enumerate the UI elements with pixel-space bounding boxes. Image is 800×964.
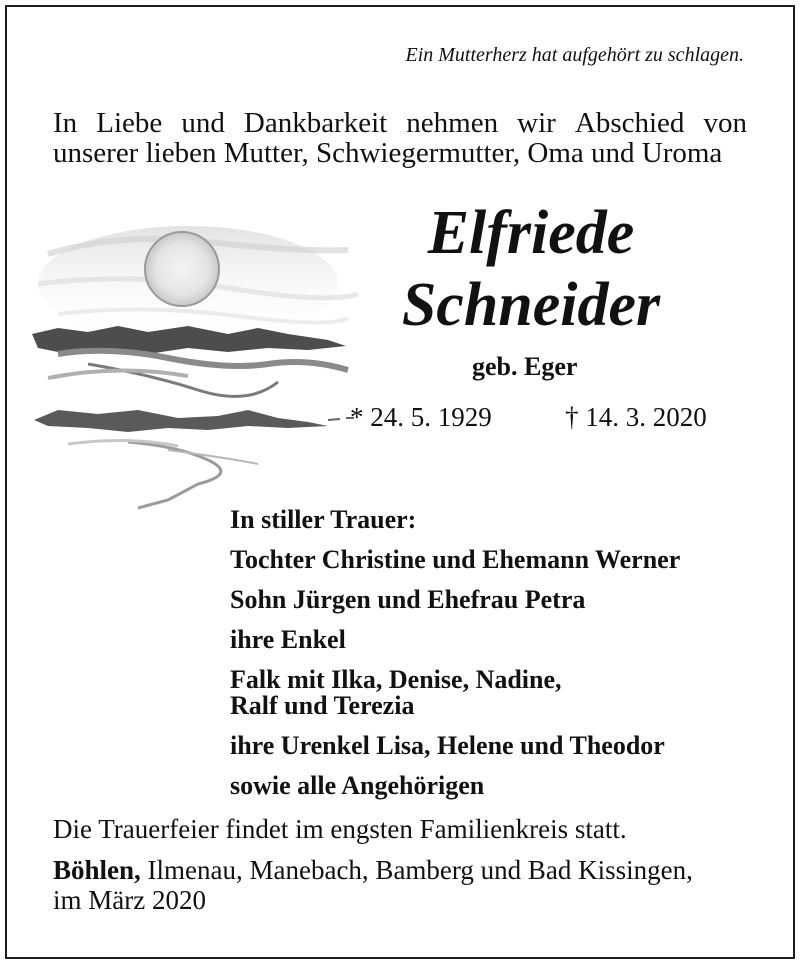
mourners-heading: In stiller Trauer: (230, 505, 417, 534)
intro-word: Liebe (96, 107, 163, 139)
intro-word: Dankbarkeit (243, 107, 388, 139)
death-date: † 14. 3. 2020 (565, 402, 707, 432)
mourner-line: ihre Urenkel Lisa, Helene und Theodor (230, 731, 665, 760)
funeral-note: Die Trauerfeier findet im engsten Familienkreis statt. (53, 814, 627, 844)
mourner-line: Falk mit Ilka, Denise, Nadine, (230, 665, 562, 694)
mourner-line-group (230, 667, 680, 719)
places-line-2: im März 2020 (53, 885, 206, 915)
intro-word: Abschied (574, 107, 685, 139)
intro-word: wir (517, 107, 556, 139)
intro-word: In (53, 107, 78, 139)
places-line-1 (53, 855, 693, 885)
mourner-line: Tochter Christine und Ehemann Werner (230, 545, 681, 574)
birth-name: geb. Eger (472, 352, 578, 381)
mourner-line: Sohn Jürgen und Ehefrau Petra (230, 585, 586, 614)
intro-line-2: unserer lieben Mutter, Schwiegermutter, Oma und Uroma (53, 137, 723, 169)
mourner-line: sowie alle Angehörigen (230, 771, 485, 800)
intro-line-1 (53, 108, 747, 138)
places-text (53, 855, 693, 915)
sun-over-hills-sketch-icon (28, 214, 364, 514)
birth-date: * 24. 5. 1929 (350, 402, 492, 432)
mourner-line: ihre Enkel (230, 625, 346, 654)
intro-word: von (703, 107, 747, 139)
hills-icon (32, 326, 354, 508)
intro-text (53, 108, 747, 168)
mourner-line: Ralf und Terezia (230, 691, 415, 720)
places-rest: Ilmenau, Manebach, Bamberg und Bad Kissingen, (140, 855, 693, 885)
deceased-last-name: Schneider (401, 271, 661, 339)
motto: Ein Mutterherz hat aufgehört zu schlagen. (405, 44, 744, 66)
sun-icon (145, 232, 219, 306)
mourners-list (230, 500, 680, 806)
deceased-first-name: Elfriede (427, 199, 635, 267)
intro-word: nehmen (406, 107, 499, 139)
intro-word: und (181, 107, 225, 139)
place-main: Böhlen, (53, 855, 141, 885)
